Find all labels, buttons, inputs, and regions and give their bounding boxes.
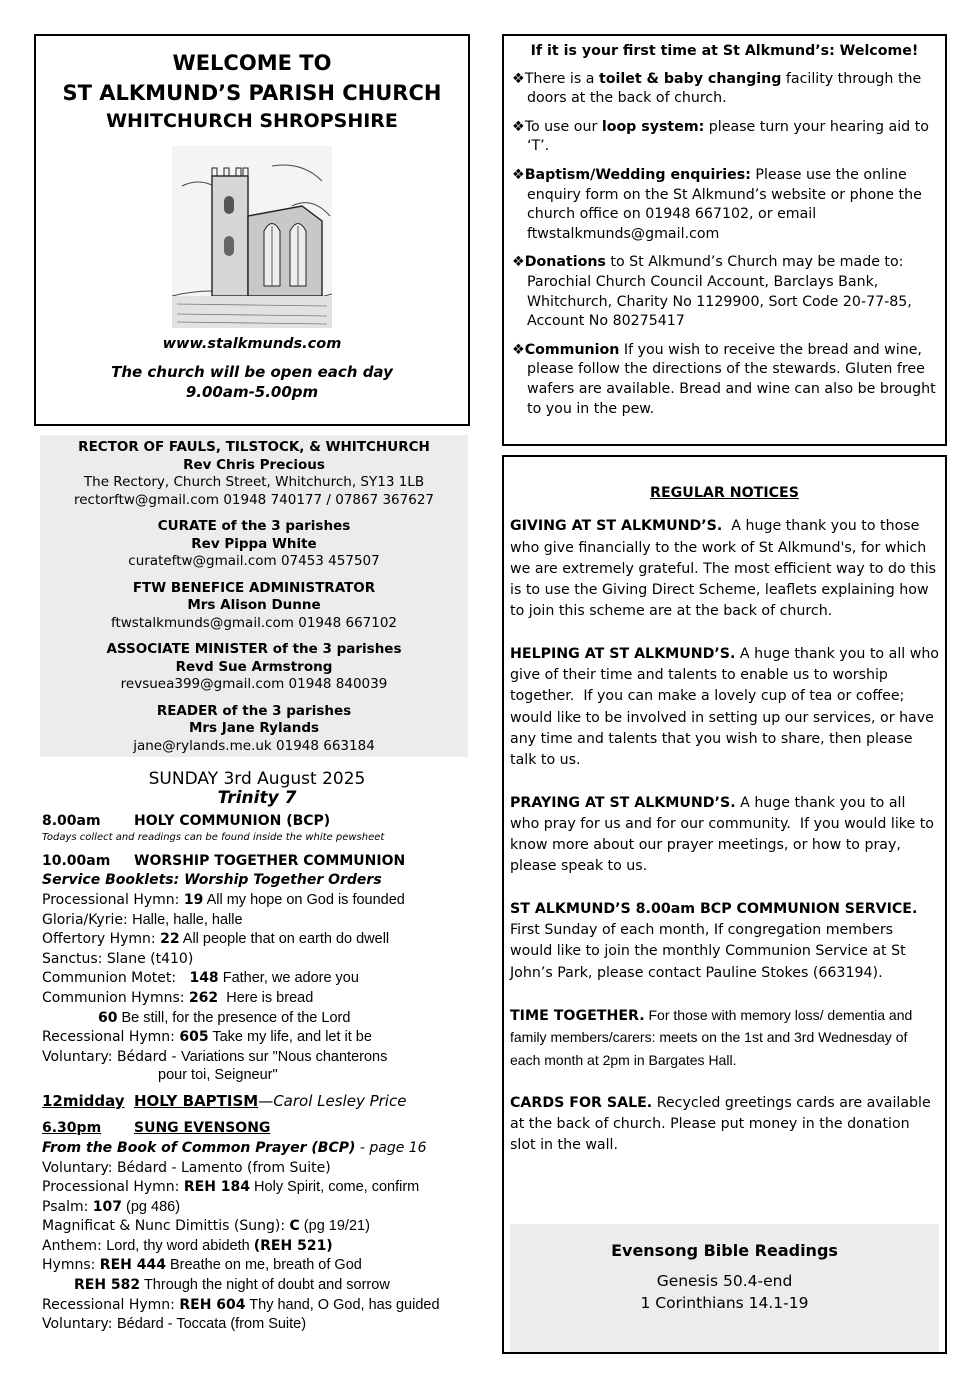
contact-name: Rev Chris Precious: [183, 456, 325, 473]
info-item-baptism: ❖Baptism/Wedding enquiries: Please use the online enquiry form on the St Alkmund’s website or phone the church office on 01948 667102, or email ftwstalkmunds@gmail.com: [512, 166, 922, 242]
order-item: Recessional Hymn: REH 604 Thy hand, O God, has guided: [42, 1296, 440, 1313]
order-item: Processional Hymn: REH 184 Holy Spirit, come, confirm: [42, 1179, 420, 1196]
contact-role: RECTOR OF FAULS, TILSTOCK, & WHITCHURCH: [78, 439, 430, 455]
service-title: SUNG EVENSONG: [134, 1120, 271, 1137]
contact-role: ASSOCIATE MINISTER of the 3 parishes: [106, 641, 402, 657]
contact-role: READER of the 3 parishes: [156, 702, 352, 719]
order-item: pour toi, Seigneur": [158, 1066, 278, 1083]
contact-name: Rev Pippa White: [191, 535, 317, 552]
order-item: Voluntary: Bédard - Lamento (from Suite): [42, 1159, 331, 1176]
service-time: 12midday: [42, 1091, 125, 1110]
order-item: Offertory Hymn: 22 All people that on earth do dwell: [42, 931, 390, 948]
order-item: Sanctus: Slane (t410): [42, 950, 194, 967]
welcome-title: WELCOME TO: [172, 51, 332, 75]
liturgical-week: Trinity 7: [217, 787, 297, 808]
contact-name: Mrs Jane Rylands: [188, 720, 320, 736]
church-name: ST ALKMUND’S PARISH CHURCH: [62, 81, 442, 105]
order-item: Gloria/Kyrie: Halle, halle, halle: [42, 911, 243, 928]
service-page: - page 16: [355, 1139, 427, 1156]
notices-title: REGULAR NOTICES: [650, 485, 799, 501]
contact-associate-minister: [40, 641, 468, 694]
service-book: From the Book of Common Prayer (BCP): [42, 1139, 356, 1156]
website-link[interactable]: www.stalkmunds.com: [162, 336, 342, 352]
order-item: Communion Motet: 148 Father, we adore you: [42, 970, 359, 987]
contact-administrator: [40, 580, 468, 633]
opening-hours: [36, 362, 468, 402]
contact-rector: [40, 439, 468, 509]
diamond-bullet-icon: ❖: [512, 118, 525, 135]
service-12midday: 12midday HOLY BAPTISM—Carol Lesley Price: [42, 1091, 407, 1110]
contact-details: jane@rylands.me.uk 01948 663184: [133, 737, 375, 754]
contact-details: revsuea399@gmail.com 01948 840039: [120, 676, 388, 692]
first-time-box: [502, 34, 947, 446]
service-10am: [42, 852, 472, 1084]
service-time: 10.00am: [42, 852, 111, 869]
order-item: Psalm: 107 (pg 486): [42, 1198, 181, 1215]
service-title: HOLY COMMUNION (BCP): [134, 813, 331, 830]
service-6-30pm: [42, 1119, 472, 1335]
service-8am: [42, 812, 472, 844]
regular-notices-box: [502, 455, 947, 1354]
service-booklets: Service Booklets: Worship Together Orders: [42, 872, 382, 889]
reading-1: Genesis 50.4-end: [656, 1272, 793, 1290]
order-item: Magnificat & Nunc Dimittis (Sung): C (pg 19/21): [42, 1218, 370, 1235]
diamond-bullet-icon: ❖: [512, 166, 525, 183]
opening-hours-line: The church will be open each day: [111, 363, 393, 381]
service-date: SUNDAY 3rd August 2025: [148, 769, 366, 789]
order-item: Voluntary: Bédard - Toccata (from Suite): [42, 1316, 307, 1333]
welcome-box: [34, 34, 470, 426]
contact-curate: [40, 518, 468, 571]
order-item: 60 Be still, for the presence of the Lord: [98, 1009, 351, 1026]
evensong-readings: [510, 1224, 939, 1352]
order-item: Anthem: Lord, thy word abideth (REH 521): [42, 1237, 333, 1254]
order-item: Recessional Hymn: 605 Take my life, and let it be: [42, 1029, 372, 1046]
contact-role: CURATE of the 3 parishes: [157, 518, 351, 534]
service-title: HOLY BAPTISM: [134, 1091, 259, 1110]
contact-details: ftwstalkmunds@gmail.com 01948 667102: [110, 614, 398, 631]
info-item-loop: ❖To use our loop system: please turn your hearing aid to ‘T’.: [512, 118, 929, 155]
contact-role: FTW BENEFICE ADMINISTRATOR: [132, 579, 376, 596]
service-time: 8.00am: [42, 813, 101, 830]
contact-name: Revd Sue Armstrong: [175, 658, 333, 675]
baptism-name: Carol Lesley Price: [273, 1091, 407, 1110]
evensong-title: Evensong Bible Readings: [611, 1241, 838, 1260]
info-item-communion: ❖Communion If you wish to receive the bread and wine, please follow the directions of the stewards. Gluten free wafers are available. Bread and wine can also be brought to you in the pew.: [512, 341, 936, 417]
diamond-bullet-icon: ❖: [512, 341, 525, 358]
reading-2: 1 Corinthians 14.1-19: [640, 1294, 809, 1312]
church-location: WHITCHURCH SHROPSHIRE: [106, 110, 398, 132]
diamond-bullet-icon: ❖: [512, 254, 525, 271]
opening-hours-time: 9.00am-5.00pm: [185, 383, 319, 401]
diamond-bullet-icon: ❖: [512, 70, 525, 87]
notice-cards-for-sale: CARDS FOR SALE. Recycled greetings cards are available at the back of church. Please put money in the donation slot in the wall.: [510, 1094, 931, 1154]
services-section: [42, 770, 472, 1335]
service-time: 6.30pm: [42, 1120, 102, 1137]
contact-reader: [40, 703, 468, 756]
service-title: WORSHIP TOGETHER COMMUNION: [134, 852, 406, 869]
info-item-donations: ❖Donations to St Alkmund’s Church may be made to: Parochial Church Council Account, Barclays Bank, Whitchurch, Charity No 1129900, Sort Code 20-77-85, Account No 80275417: [512, 254, 912, 330]
order-item: Hymns: REH 444 Breathe on me, breath of God: [42, 1257, 362, 1274]
order-item: Voluntary: Bédard - Variations sur "Nous chanterons: [42, 1048, 388, 1065]
notice-helping: HELPING AT ST ALKMUND’S. A huge thank you to all who give of their time and talents to enable us to worship together. If you can make a lovely cup of tea or coffee; would like to be involved in setting up our services, or have any time and talents that you wish to share, then please talk to us.: [510, 645, 944, 769]
clergy-contacts: [40, 435, 468, 757]
order-item: Communion Hymns: 262 Here is bread: [42, 989, 314, 1006]
notice-giving: GIVING AT ST ALKMUND’S. A huge thank you to those who give financially to the work of St Alkmund's, for which we are extremely grateful. The most efficient way to do this is to use the Giving Direct Scheme, leaflets explaining how to join this scheme are at the back of church.: [510, 518, 941, 620]
contact-address: The Rectory, Church Street, Whitchurch, SY13 1LB: [83, 474, 425, 490]
first-time-title: If it is your first time at St Alkmund’s: Welcome!: [530, 43, 919, 59]
church-sketch-image: [172, 146, 332, 328]
notice-praying: PRAYING AT ST ALKMUND’S. A huge thank you to all who pray for us and for our community. If you would like to know more about our prayer meetings, or how to pray, please speak to us.: [510, 794, 939, 875]
notice-bcp-communion: ST ALKMUND’S 8.00am BCP COMMUNION SERVICE. First Sunday of each month, If congregation members would like to join the monthly Communion Service at St John’s Park, please contact Pauline Stokes (663194).: [510, 900, 918, 981]
info-item-toilet: ❖There is a toilet & baby changing facility through the doors at the back of church.: [512, 70, 922, 107]
order-item: REH 582 Through the night of doubt and sorrow: [74, 1277, 390, 1294]
contact-name: Mrs Alison Dunne: [187, 597, 321, 613]
notice-time-together: TIME TOGETHER. For those with memory loss/ dementia and family members/carers: meets on the 1st and 3rd Wednesday of each month at 2pm in Bargates Hall.: [510, 1006, 913, 1068]
contact-details: rectorftw@gmail.com 01948 740177 / 07867 367627: [73, 491, 435, 508]
service-note: Todays collect and readings can be found inside the white pewsheet: [42, 831, 385, 843]
order-item: Processional Hymn: 19 All my hope on God is founded: [42, 891, 405, 908]
contact-details: curateftw@gmail.com 07453 457507: [128, 553, 380, 569]
